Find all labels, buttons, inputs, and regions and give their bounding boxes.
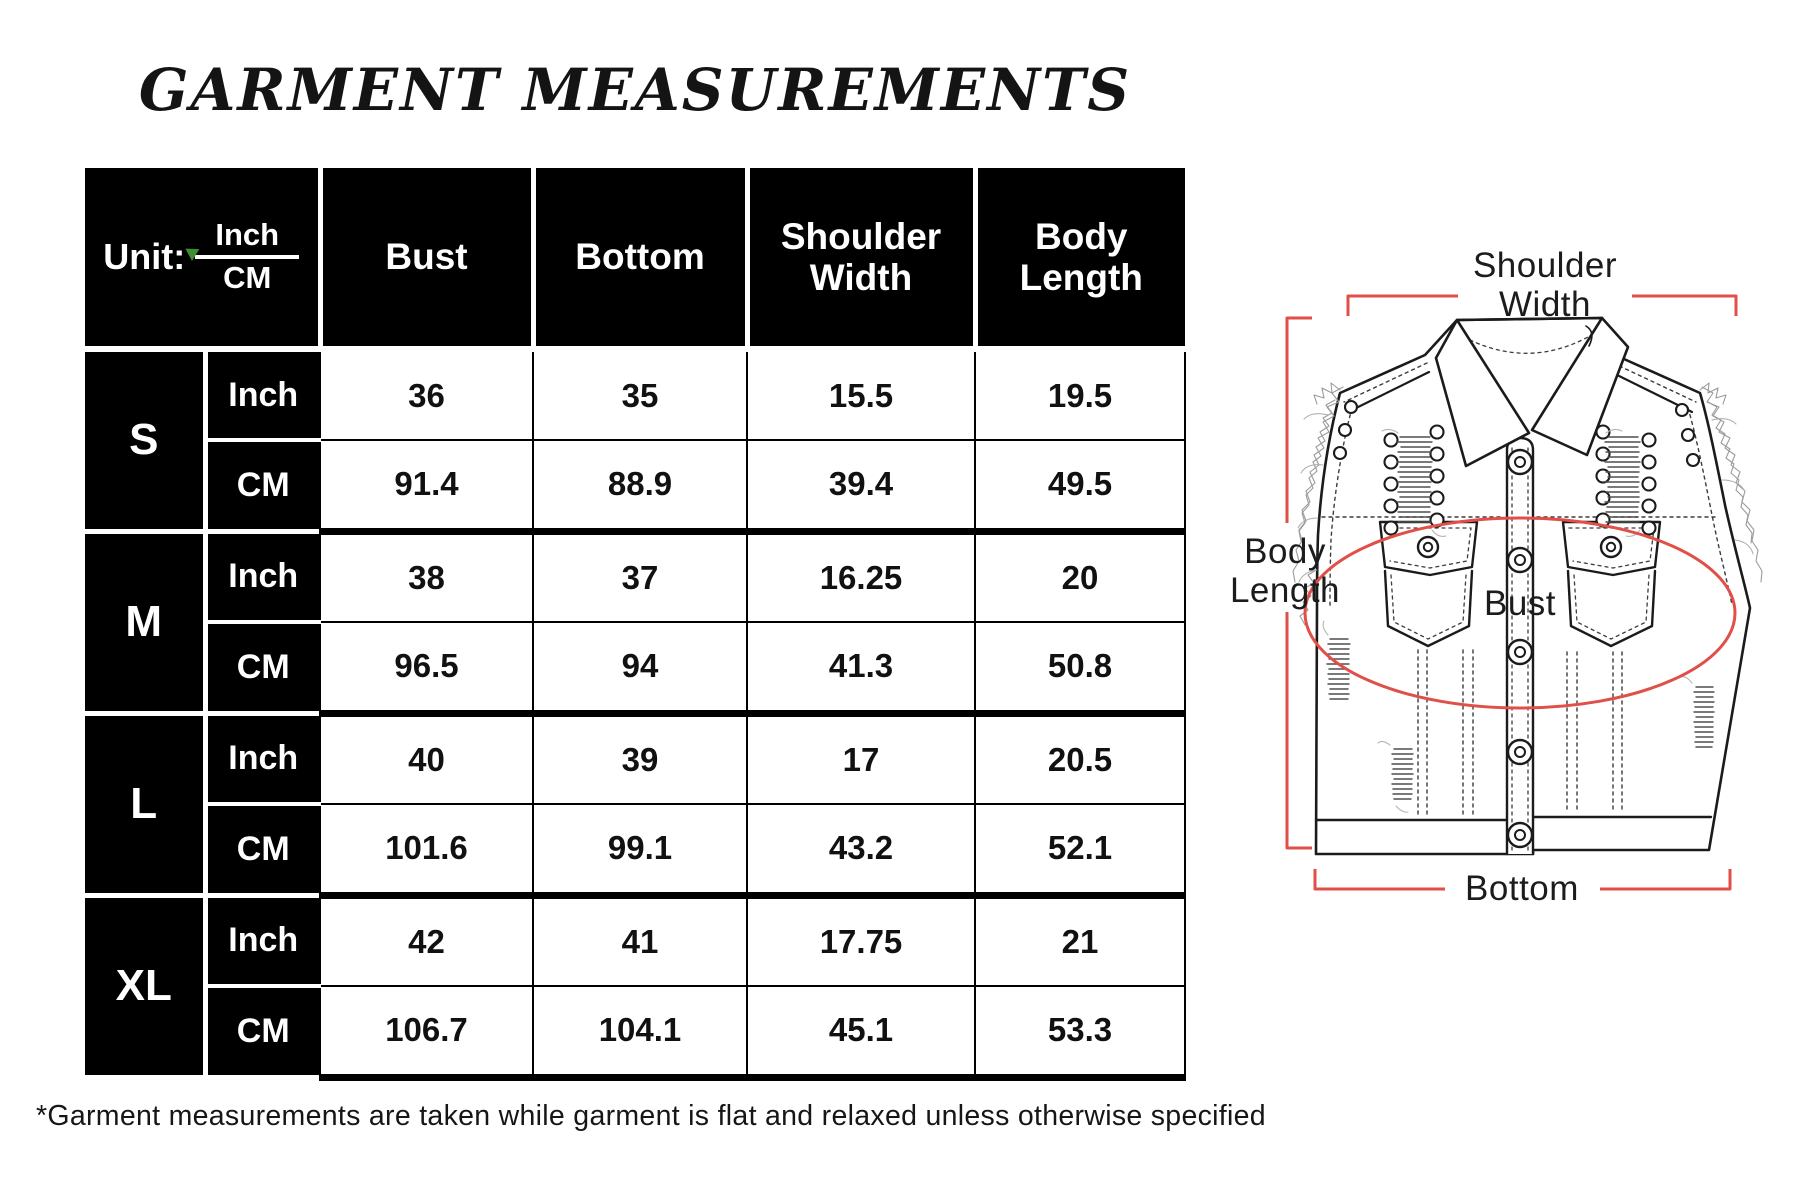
value-cell: 52.1 <box>975 804 1185 895</box>
value-cell: 94 <box>533 622 747 713</box>
value-cell: 43.2 <box>747 804 975 895</box>
value-cell: 42 <box>320 895 533 986</box>
unit-option-cm: CM <box>223 260 272 295</box>
value-cell: 37 <box>533 531 747 622</box>
value-cell: 45.1 <box>747 986 975 1077</box>
measurement-footnote: *Garment measurements are taken while garment is flat and relaxed unless otherwise specified <box>36 1100 1266 1132</box>
value-cell: 35 <box>533 349 747 440</box>
unit-cell: Inch <box>205 349 320 440</box>
unit-cell: CM <box>205 440 320 531</box>
value-cell: 20.5 <box>975 713 1185 804</box>
value-cell: 88.9 <box>533 440 747 531</box>
column-header-bust: Bust <box>320 168 533 349</box>
body-length-label: Body Length <box>1229 532 1341 610</box>
bottom-label: Bottom <box>1465 869 1579 908</box>
value-cell: 40 <box>320 713 533 804</box>
row-l-inch <box>85 713 1185 804</box>
unit-header-cell <box>85 168 320 349</box>
size-label-xl: XL <box>85 895 205 1077</box>
value-cell: 53.3 <box>975 986 1185 1077</box>
value-cell: 99.1 <box>533 804 747 895</box>
value-cell: 41.3 <box>747 622 975 713</box>
unit-selector <box>91 219 312 294</box>
unit-divider-line <box>195 255 299 259</box>
unit-options <box>195 219 299 294</box>
value-cell: 17 <box>747 713 975 804</box>
unit-cell: CM <box>205 804 320 895</box>
unit-cell: Inch <box>205 895 320 986</box>
shoulder-width-label: Shoulder Width <box>1472 246 1618 324</box>
value-cell: 19.5 <box>975 349 1185 440</box>
unit-cell: Inch <box>205 713 320 804</box>
value-cell: 16.25 <box>747 531 975 622</box>
value-cell: 38 <box>320 531 533 622</box>
column-header-shoulder-width: Shoulder Width <box>747 168 975 349</box>
value-cell: 50.8 <box>975 622 1185 713</box>
value-cell: 15.5 <box>747 349 975 440</box>
value-cell: 20 <box>975 531 1185 622</box>
value-cell: 101.6 <box>320 804 533 895</box>
row-xl-inch <box>85 895 1185 986</box>
header-row <box>85 168 1185 349</box>
value-cell: 106.7 <box>320 986 533 1077</box>
unit-option-inch: Inch <box>215 217 280 253</box>
size-label-s: S <box>85 349 205 531</box>
value-cell: 104.1 <box>533 986 747 1077</box>
column-header-bottom: Bottom <box>533 168 747 349</box>
row-m-inch <box>85 531 1185 622</box>
button-placket <box>1507 438 1533 854</box>
row-l-cm <box>85 804 1185 895</box>
value-cell: 36 <box>320 349 533 440</box>
unit-cell: CM <box>205 986 320 1077</box>
row-s-inch <box>85 349 1185 440</box>
value-cell: 39.4 <box>747 440 975 531</box>
size-label-m: M <box>85 531 205 713</box>
size-label-l: L <box>85 713 205 895</box>
value-cell: 91.4 <box>320 440 533 531</box>
value-cell: 41 <box>533 895 747 986</box>
row-m-cm <box>85 622 1185 713</box>
unit-cell: CM <box>205 622 320 713</box>
unit-label: Unit: <box>103 235 186 277</box>
column-header-body-length: Body Length <box>975 168 1185 349</box>
unit-arrow-icon <box>186 243 203 261</box>
value-cell: 96.5 <box>320 622 533 713</box>
measurements-table <box>85 168 1186 1081</box>
value-cell: 21 <box>975 895 1185 986</box>
page-title: GARMENT MEASUREMENTS <box>138 56 1132 124</box>
bust-label: Bust <box>1483 584 1557 623</box>
row-s-cm <box>85 440 1185 531</box>
value-cell: 49.5 <box>975 440 1185 531</box>
unit-cell: Inch <box>205 531 320 622</box>
row-xl-cm <box>85 986 1185 1077</box>
value-cell: 17.75 <box>747 895 975 986</box>
value-cell: 39 <box>533 713 747 804</box>
